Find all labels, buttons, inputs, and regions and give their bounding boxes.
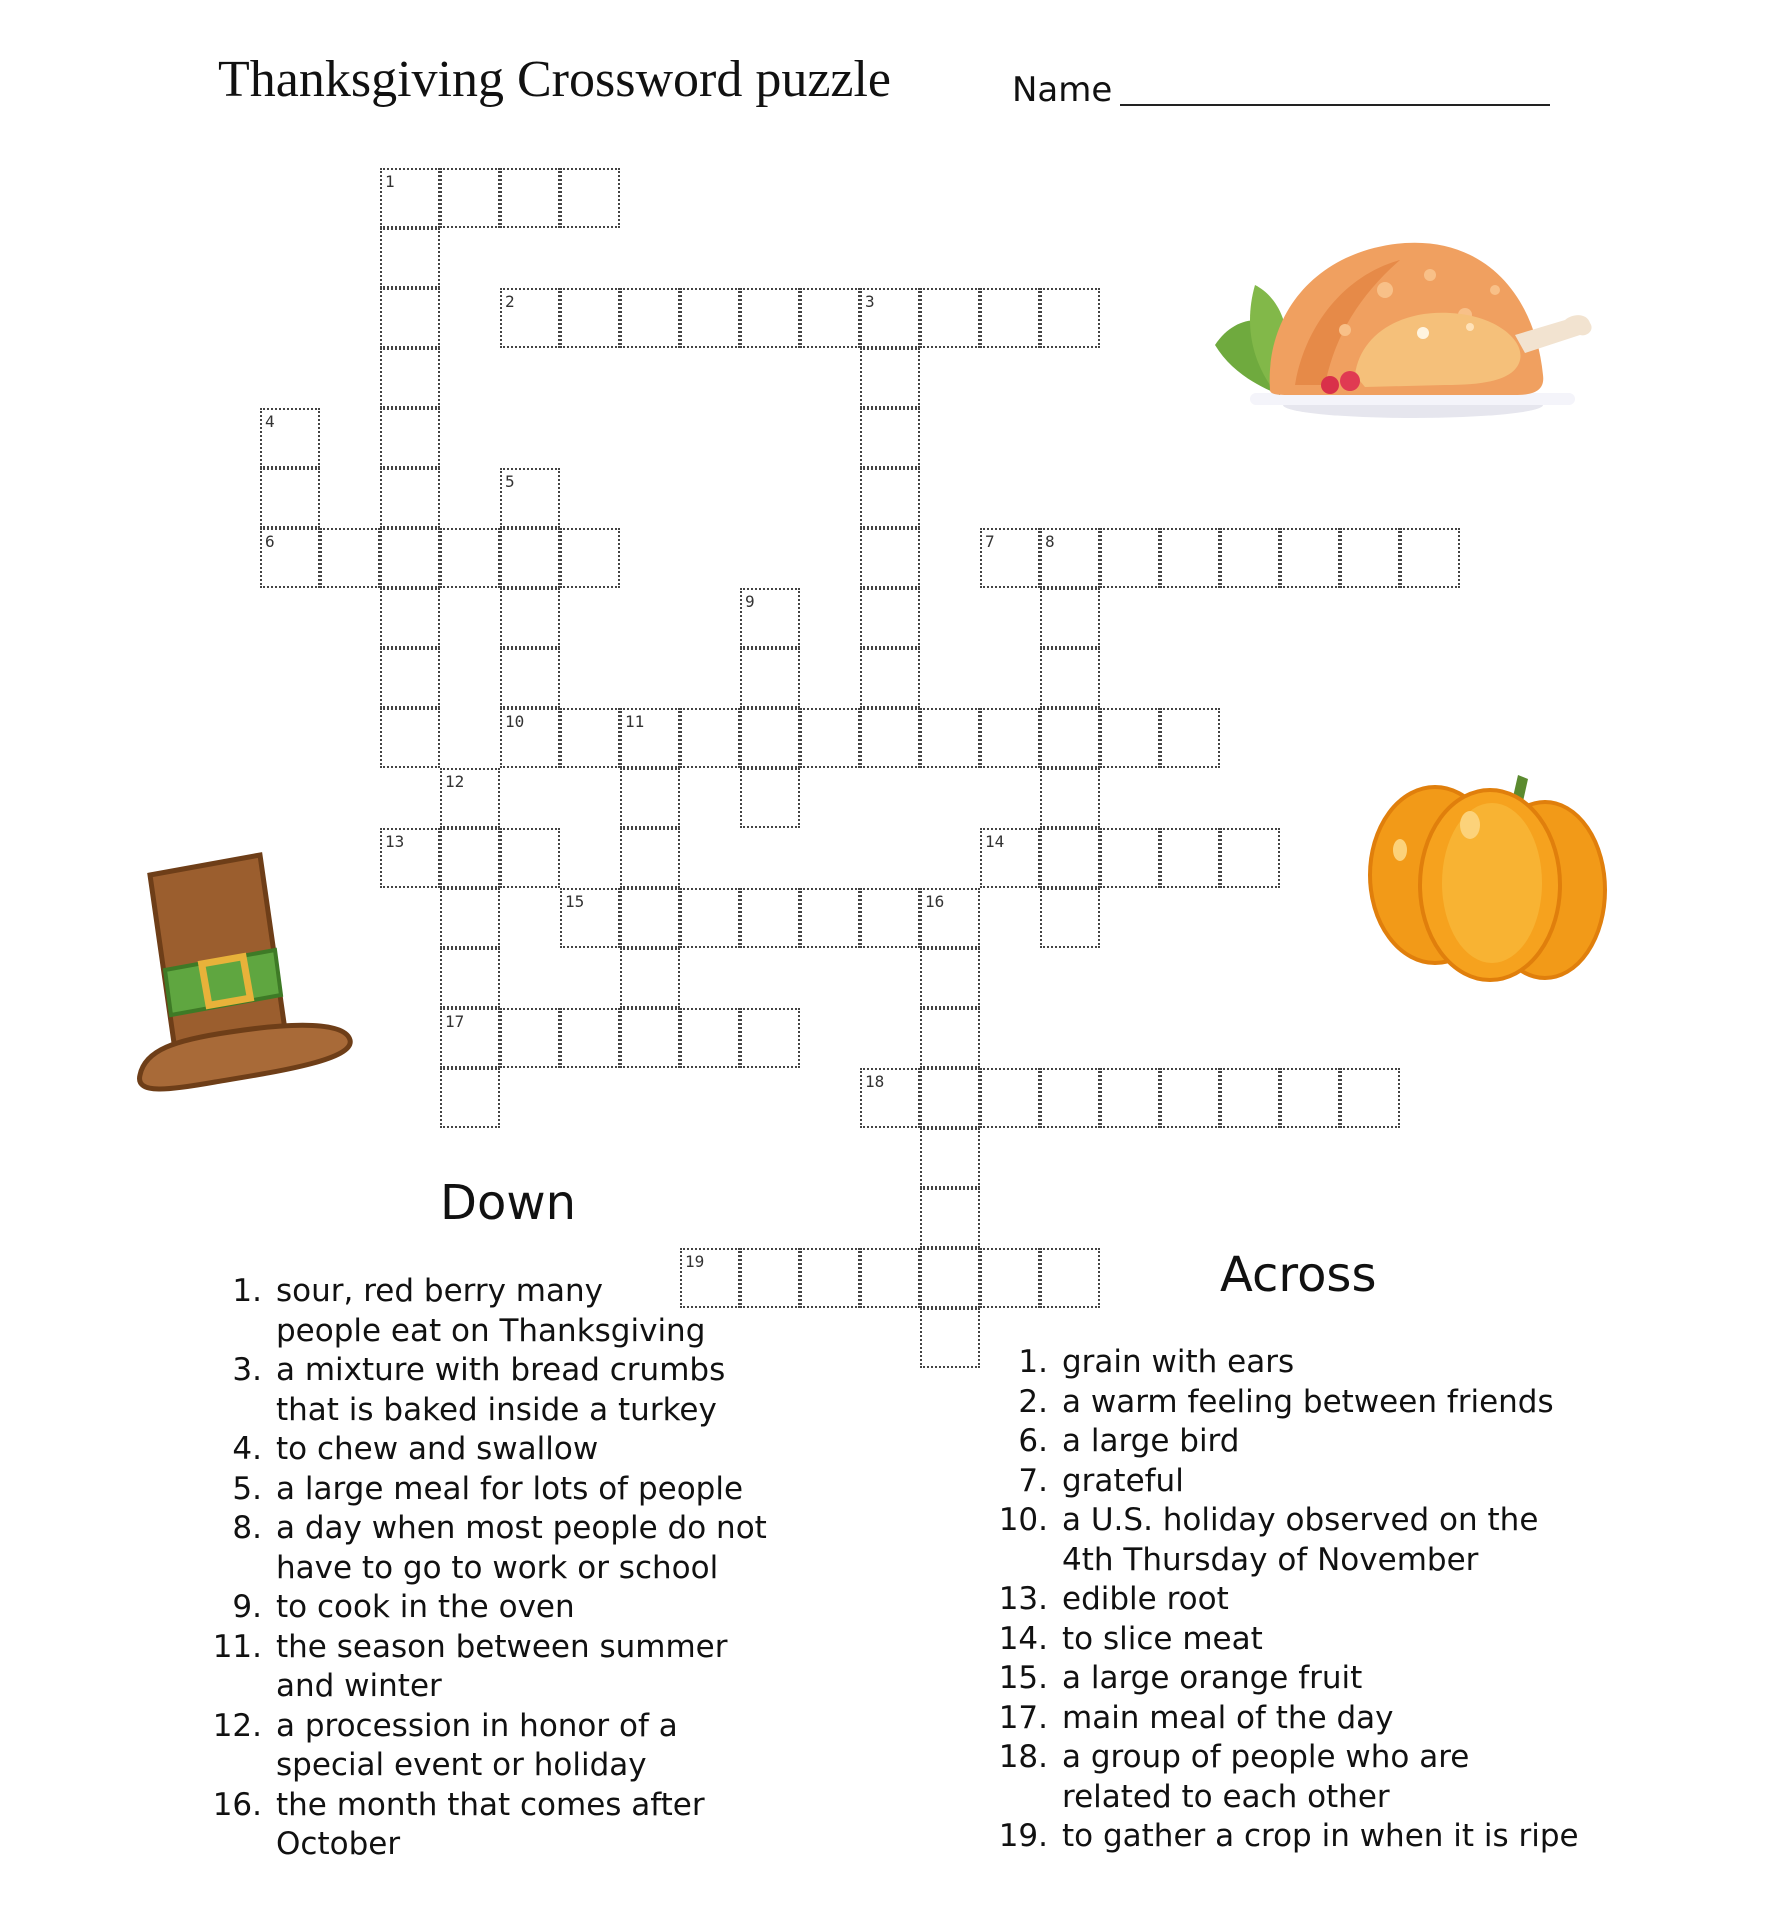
crossword-cell[interactable] <box>860 708 920 768</box>
crossword-cell[interactable] <box>680 1008 740 1068</box>
crossword-cell[interactable] <box>1220 828 1280 888</box>
crossword-cell[interactable] <box>800 1248 860 1308</box>
clue-number: 10 <box>505 712 525 731</box>
clue-number: 18. <box>998 1739 1048 1775</box>
crossword-cell[interactable] <box>980 528 1040 588</box>
crossword-cell[interactable] <box>560 168 620 228</box>
clue-item <box>992 1620 1612 1660</box>
crossword-cell[interactable] <box>440 168 500 228</box>
crossword-cell[interactable] <box>740 588 800 648</box>
clue-number: 6. <box>1018 1423 1048 1459</box>
clue-number: 7 <box>985 532 995 551</box>
clue-text: main meal of the day <box>1062 1699 1394 1736</box>
crossword-cell[interactable] <box>440 828 500 888</box>
clue-text: a large bird <box>1062 1423 1240 1459</box>
clue-text: to cook in the oven <box>276 1589 575 1625</box>
crossword-cell[interactable] <box>560 888 620 948</box>
crossword-cell[interactable] <box>860 288 920 348</box>
clue-item <box>992 1343 1612 1383</box>
name-input-line[interactable] <box>1120 104 1550 106</box>
crossword-cell[interactable] <box>740 288 800 348</box>
crossword-cell[interactable] <box>440 1008 500 1068</box>
clue-number: 15. <box>998 1660 1048 1696</box>
crossword-cell[interactable] <box>1100 828 1160 888</box>
clue-number: 15 <box>565 892 585 911</box>
crossword-cell[interactable] <box>440 1068 500 1128</box>
crossword-cell[interactable] <box>260 528 320 588</box>
crossword-cell[interactable] <box>380 408 440 468</box>
crossword-cell[interactable] <box>560 1008 620 1068</box>
crossword-cell[interactable] <box>920 1008 980 1068</box>
crossword-cell[interactable] <box>740 708 800 768</box>
crossword-cell[interactable] <box>1040 1248 1100 1308</box>
crossword-cell[interactable] <box>1040 1068 1100 1128</box>
clue-item <box>206 1272 806 1351</box>
crossword-cell[interactable] <box>500 708 560 768</box>
crossword-cell[interactable] <box>860 408 920 468</box>
crossword-cell[interactable] <box>620 288 680 348</box>
clue-text: edible root <box>1062 1581 1229 1617</box>
across-heading: Across <box>1220 1247 1377 1303</box>
crossword-cell[interactable] <box>1280 528 1340 588</box>
crossword-cell[interactable] <box>980 1248 1040 1308</box>
crossword-cell[interactable] <box>560 528 620 588</box>
clue-number: 6 <box>265 532 275 551</box>
crossword-cell[interactable] <box>620 888 680 948</box>
clue-item <box>992 1659 1612 1699</box>
clue-text: a U.S. holiday observed on the 4th Thursday of November <box>1062 1502 1539 1578</box>
clue-text: grain with ears <box>1062 1344 1295 1380</box>
pilgrim-hat-icon <box>135 850 360 1105</box>
clue-text: the season between summer and winter <box>276 1628 728 1704</box>
crossword-cell[interactable] <box>920 1188 980 1248</box>
clue-text: the month that comes after October <box>276 1786 705 1862</box>
crossword-cell[interactable] <box>680 288 740 348</box>
crossword-cell[interactable] <box>860 348 920 408</box>
clue-text: sour, red berry many people eat on Thanksgiving <box>276 1273 706 1349</box>
crossword-cell[interactable] <box>740 1008 800 1068</box>
crossword-cell[interactable] <box>1280 1068 1340 1128</box>
crossword-cell[interactable] <box>920 288 980 348</box>
across-clue-list <box>992 1343 1612 1857</box>
crossword-cell[interactable] <box>860 648 920 708</box>
clue-item <box>206 1470 806 1510</box>
crossword-cell[interactable] <box>1160 1068 1220 1128</box>
crossword-cell[interactable] <box>980 1068 1040 1128</box>
crossword-cell[interactable] <box>380 528 440 588</box>
clue-number: 5. <box>232 1470 262 1507</box>
name-label: Name <box>1012 70 1113 110</box>
crossword-cell[interactable] <box>380 348 440 408</box>
crossword-cell[interactable] <box>680 888 740 948</box>
clue-text: a procession in honor of a special event or holiday <box>276 1707 678 1783</box>
crossword-cell[interactable] <box>500 288 560 348</box>
clue-number: 1. <box>1018 1344 1048 1380</box>
clue-item <box>992 1817 1612 1857</box>
crossword-cell[interactable] <box>800 708 860 768</box>
clue-item <box>992 1501 1612 1580</box>
crossword-cell[interactable] <box>920 1308 980 1368</box>
crossword-cell[interactable] <box>560 288 620 348</box>
clue-text: a warm feeling between friends <box>1062 1383 1554 1420</box>
crossword-cell[interactable] <box>800 888 860 948</box>
clue-number: 10. <box>998 1502 1048 1538</box>
clue-text: a large meal for lots of people <box>276 1470 744 1507</box>
crossword-cell[interactable] <box>260 468 320 528</box>
crossword-cell[interactable] <box>620 768 680 828</box>
crossword-cell[interactable] <box>380 708 440 768</box>
clue-number: 14. <box>998 1620 1048 1657</box>
crossword-cell[interactable] <box>500 1008 560 1068</box>
clue-text: a day when most people do not have to go to work or school <box>276 1510 767 1586</box>
crossword-cell[interactable] <box>440 528 500 588</box>
clue-item <box>992 1383 1612 1423</box>
crossword-cell[interactable] <box>440 888 500 948</box>
crossword-cell[interactable] <box>860 588 920 648</box>
roast-turkey-icon <box>1195 235 1625 430</box>
crossword-cell[interactable] <box>1100 708 1160 768</box>
clue-item <box>992 1580 1612 1620</box>
crossword-cell[interactable] <box>500 648 560 708</box>
crossword-cell[interactable] <box>380 468 440 528</box>
crossword-cell[interactable] <box>500 528 560 588</box>
crossword-cell[interactable] <box>740 888 800 948</box>
crossword-cell[interactable] <box>1340 528 1400 588</box>
down-heading: Down <box>440 1175 577 1231</box>
clue-number: 18 <box>865 1072 885 1091</box>
crossword-cell[interactable] <box>1160 528 1220 588</box>
crossword-cell[interactable] <box>920 708 980 768</box>
crossword-cell[interactable] <box>740 648 800 708</box>
clue-number: 2. <box>1018 1383 1048 1420</box>
clue-number: 16 <box>925 892 945 911</box>
clue-item <box>206 1628 806 1707</box>
crossword-cell[interactable] <box>500 168 560 228</box>
clue-item <box>992 1462 1612 1502</box>
clue-number: 5 <box>505 472 515 491</box>
crossword-cell[interactable] <box>920 1128 980 1188</box>
clue-number: 4. <box>232 1431 262 1467</box>
crossword-cell[interactable] <box>620 1008 680 1068</box>
clue-number: 4 <box>265 412 275 431</box>
crossword-cell[interactable] <box>860 1248 920 1308</box>
crossword-cell[interactable] <box>1040 528 1100 588</box>
clue-number: 11. <box>212 1628 262 1665</box>
crossword-cell[interactable] <box>1100 528 1160 588</box>
crossword-cell[interactable] <box>920 888 980 948</box>
clue-number: 8. <box>232 1510 262 1546</box>
crossword-cell[interactable] <box>380 588 440 648</box>
clue-number: 12. <box>212 1707 262 1744</box>
crossword-cell[interactable] <box>500 588 560 648</box>
crossword-cell[interactable] <box>620 708 680 768</box>
crossword-cell[interactable] <box>1160 828 1220 888</box>
clue-item <box>206 1707 806 1786</box>
clue-number: 19. <box>998 1818 1048 1854</box>
clue-text: a group of people who are related to each other <box>1062 1739 1470 1815</box>
clue-item <box>206 1786 806 1865</box>
clue-item <box>206 1430 806 1470</box>
crossword-cell[interactable] <box>980 288 1040 348</box>
crossword-cell[interactable] <box>380 288 440 348</box>
crossword-cell[interactable] <box>320 528 380 588</box>
crossword-cell[interactable] <box>620 948 680 1008</box>
crossword-cell[interactable] <box>500 468 560 528</box>
clue-number: 1. <box>232 1273 262 1309</box>
clue-number: 13. <box>998 1581 1048 1617</box>
crossword-cell[interactable] <box>920 1068 980 1128</box>
crossword-cell[interactable] <box>1040 588 1100 648</box>
crossword-cell[interactable] <box>1400 528 1460 588</box>
clue-number: 17 <box>445 1012 465 1031</box>
crossword-cell[interactable] <box>860 1068 920 1128</box>
crossword-cell[interactable] <box>1040 828 1100 888</box>
crossword-cell[interactable] <box>860 888 920 948</box>
crossword-cell[interactable] <box>1040 888 1100 948</box>
crossword-cell[interactable] <box>1220 528 1280 588</box>
clue-number: 16. <box>212 1786 262 1823</box>
clue-item <box>992 1422 1612 1462</box>
clue-text: to gather a crop in when it is ripe <box>1062 1818 1579 1854</box>
crossword-cell[interactable] <box>620 828 680 888</box>
clue-item <box>992 1699 1612 1739</box>
crossword-cell[interactable] <box>260 408 320 468</box>
crossword-cell[interactable] <box>920 948 980 1008</box>
clue-number: 7. <box>1018 1462 1048 1499</box>
crossword-cell[interactable] <box>1340 1068 1400 1128</box>
clue-number: 12 <box>445 772 465 791</box>
clue-number: 11 <box>625 712 645 731</box>
crossword-cell[interactable] <box>980 708 1040 768</box>
crossword-cell[interactable] <box>380 168 440 228</box>
down-clue-list <box>206 1272 806 1865</box>
crossword-cell[interactable] <box>500 828 560 888</box>
crossword-cell[interactable] <box>1040 648 1100 708</box>
crossword-cell[interactable] <box>740 768 800 828</box>
clue-item <box>206 1351 806 1430</box>
clue-item <box>206 1509 806 1588</box>
clue-number: 14 <box>985 832 1005 851</box>
clue-text: to chew and swallow <box>276 1431 599 1467</box>
crossword-cell[interactable] <box>380 828 440 888</box>
crossword-cell[interactable] <box>1160 708 1220 768</box>
pumpkin-icon <box>1360 755 1610 985</box>
crossword-cell[interactable] <box>380 228 440 288</box>
crossword-cell[interactable] <box>980 828 1040 888</box>
crossword-cell[interactable] <box>440 768 500 828</box>
crossword-cell[interactable] <box>380 648 440 708</box>
page-title: Thanksgiving Crossword puzzle <box>218 51 892 108</box>
crossword-cell[interactable] <box>680 708 740 768</box>
clue-number: 13 <box>385 832 405 851</box>
crossword-cell[interactable] <box>1100 1068 1160 1128</box>
crossword-cell[interactable] <box>1040 288 1100 348</box>
clue-number: 17. <box>998 1699 1048 1736</box>
clue-number: 3 <box>865 292 875 311</box>
clue-text: to slice meat <box>1062 1620 1263 1657</box>
clue-text: grateful <box>1062 1462 1184 1499</box>
crossword-cell[interactable] <box>560 708 620 768</box>
clue-number: 19 <box>685 1252 705 1271</box>
crossword-cell[interactable] <box>1220 1068 1280 1128</box>
crossword-cell[interactable] <box>440 948 500 1008</box>
crossword-cell[interactable] <box>1040 768 1100 828</box>
crossword-cell[interactable] <box>1040 708 1100 768</box>
clue-number: 9. <box>232 1589 262 1625</box>
clue-item <box>992 1738 1612 1817</box>
clue-number: 3. <box>232 1352 262 1388</box>
clue-number: 1 <box>385 172 395 191</box>
clue-text: a large orange fruit <box>1062 1660 1363 1696</box>
clue-item <box>206 1588 806 1628</box>
crossword-cell[interactable] <box>800 288 860 348</box>
crossword-cell[interactable] <box>920 1248 980 1308</box>
crossword-cell[interactable] <box>860 528 920 588</box>
clue-number: 2 <box>505 292 515 311</box>
crossword-cell[interactable] <box>860 468 920 528</box>
clue-number: 8 <box>1045 532 1055 551</box>
clue-number: 9 <box>745 592 755 611</box>
clue-text: a mixture with bread crumbs that is baked inside a turkey <box>276 1352 726 1428</box>
